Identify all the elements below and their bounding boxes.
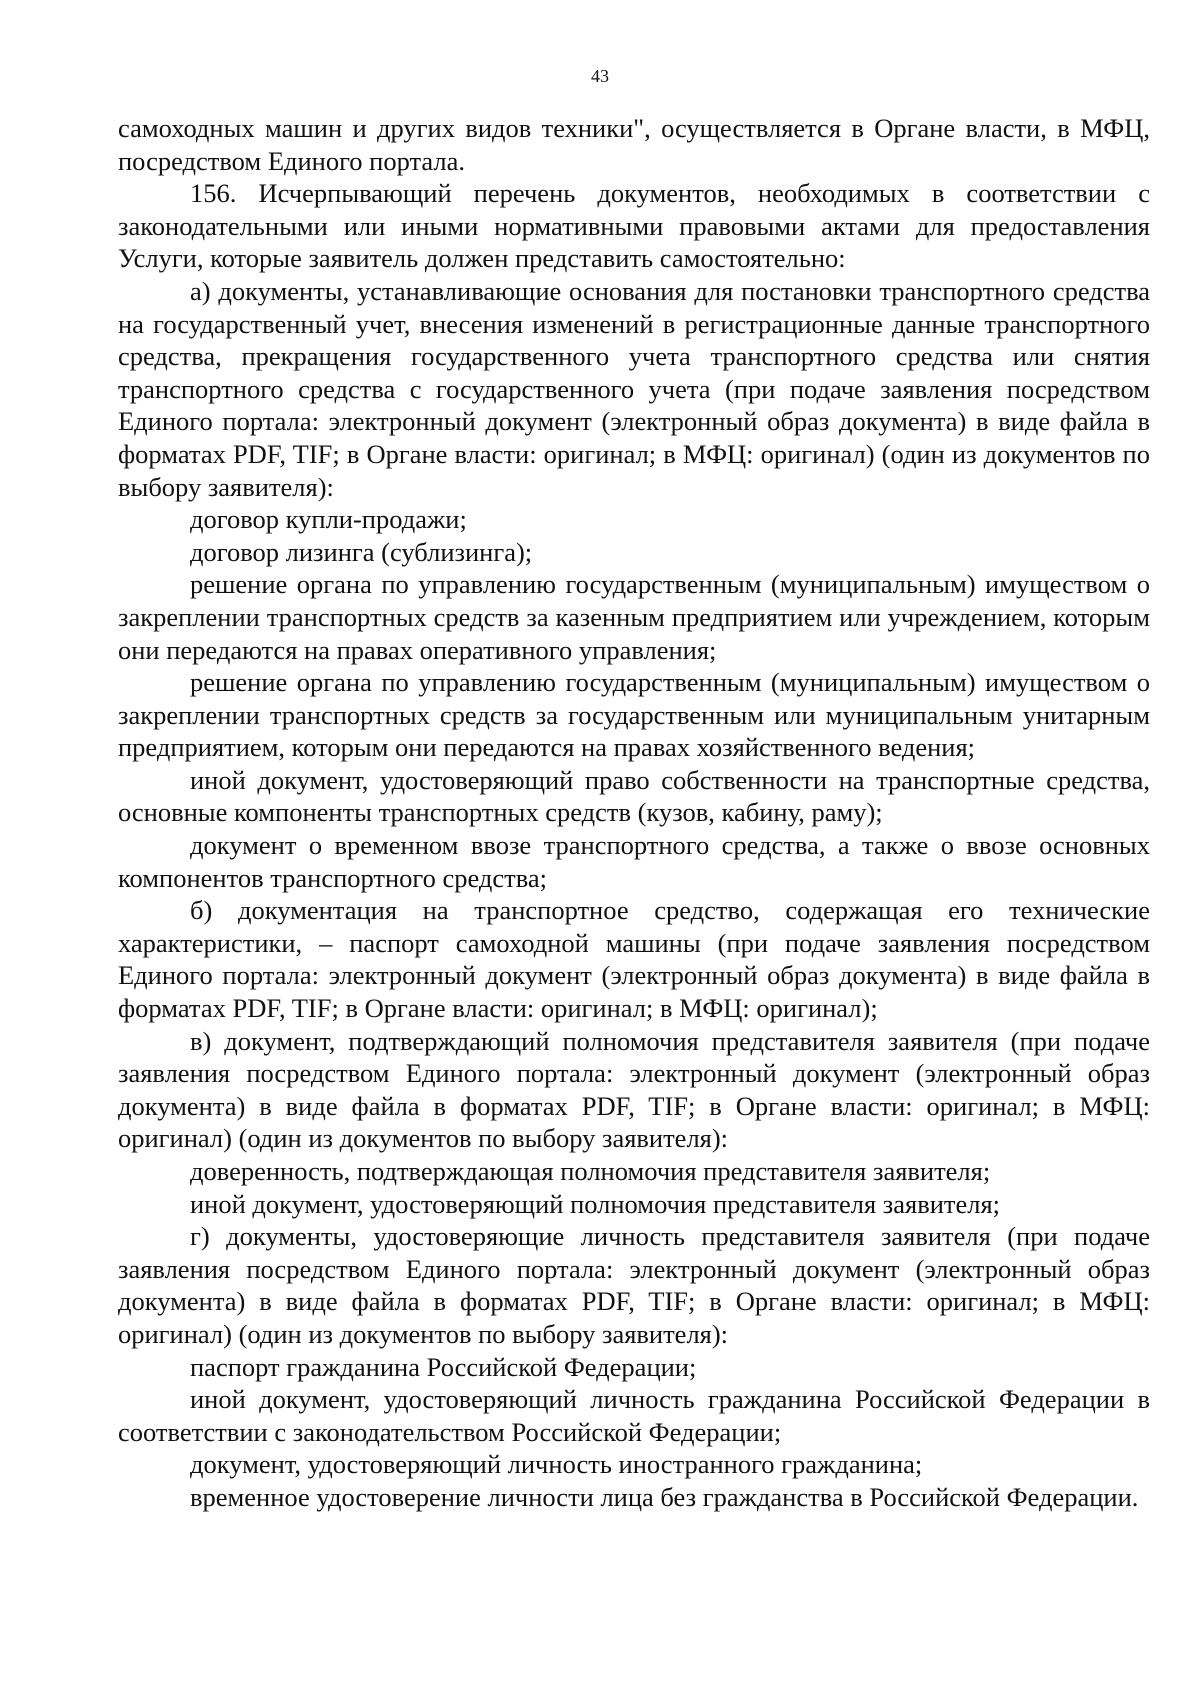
list-item: доверенность, подтверждающая полномочия представителя заявителя;	[190, 1156, 991, 1186]
list-item: договор купли-продажи;	[190, 504, 467, 535]
list-item: иной документ, удостоверяющий право собственности на транспортные средства, основные компоненты транспортных средств (кузов, кабину, раму);	[118, 764, 1150, 828]
paragraph-subitem-b: б) документация на транспортное средство, содержащая его технические характеристики, – паспорт самоходной машины (при подаче заявления посредством Единого портала: электронный документ (электронный образ документа) в виде файла в форматах PDF, TIF; в Органе власти: оригинал; в МФЦ: оригинал);	[118, 895, 1150, 1024]
paragraph-item-156: 156. Исчерпывающий перечень документов, необходимых в соответствии с законодательными или иными нормативными правовыми актами для предоставления Услуги, которые заявитель должен представить самостоятельно:	[118, 178, 1150, 274]
list-item: паспорт гражданина Российской Федерации;	[190, 1351, 697, 1382]
paragraph-subitem-v: в) документ, подтверждающий полномочия представителя заявителя (при подаче заявления посредством Единого портала: электронный документ (электронный образ документа) в виде файла в форматах PDF, TIF; в Органе власти: оригинал; в МФЦ: оригинал) (один из документов по выбору заявителя):	[118, 1025, 1150, 1154]
paragraph-subitem-g: г) документы, удостоверяющие личность представителя заявителя (при подаче заявления посредством Единого портала: электронный документ (электронный образ документа) в виде файла в форматах PDF, TIF; в Органе власти: оригинал; в МФЦ: оригинал) (один из документов по выбору заявителя):	[118, 1221, 1150, 1349]
list-item: решение органа по управлению государственным (муниципальным) имуществом о закреплении транспортных средств за казенным предприятием или учреждением, которым они передаются на правах оперативного управления;	[118, 569, 1150, 665]
list-item: иной документ, удостоверяющий полномочия представителя заявителя;	[190, 1188, 1001, 1219]
list-item: иной документ, удостоверяющий личность гражданина Российской Федерации в соответствии с законодательством Российской Федерации;	[118, 1384, 1150, 1447]
paragraph-subitem-a: а) документы, устанавливающие основания для постановки транспортного средства на государственный учет, внесения изменений в регистрационные данные транспортного средства, прекращения государственного учета транспортного средства или снятия транспортного средства с государственного учета (при подаче заявления посредством Единого портала: электронный документ (электронный образ документа) в виде файла в форматах PDF, TIF; в Органе власти: оригинал; в МФЦ: оригинал) (один из документов по выбору заявителя):	[118, 275, 1150, 502]
list-item: документ о временном ввозе транспортного средства, а также о ввозе основных компонентов транспортного средства;	[118, 830, 1150, 893]
list-item: договор лизинга (сублизинга);	[190, 536, 533, 567]
list-item: решение органа по управлению государственным (муниципальным) имуществом о закреплении транспортных средств за государственным или муниципальным унитарным предприятием, которым они передаются на правах хозяйственного ведения;	[118, 667, 1150, 763]
page-number: 43	[591, 66, 609, 86]
list-item: документ, удостоверяющий личность иностранного гражданина;	[190, 1449, 923, 1480]
page-body	[118, 112, 1150, 1514]
list-item: временное удостоверение личности лица без гражданства в Российской Федерации.	[190, 1481, 1139, 1512]
paragraph-continuation: самоходных машин и других видов техники", осуществляется в Органе власти, в МФЦ, посредством Единого портала.	[118, 113, 1150, 176]
